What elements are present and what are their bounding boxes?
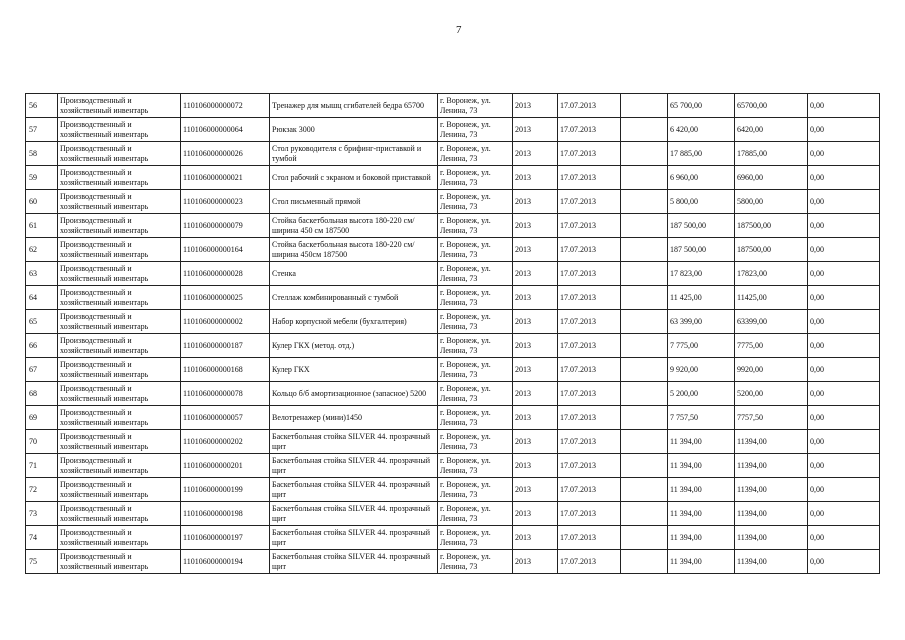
cell-inventory-number: 110106000000023 xyxy=(181,190,270,214)
cell-inventory-number: 110106000000078 xyxy=(181,382,270,406)
cell-date: 17.07.2013 xyxy=(558,94,621,118)
cell-date: 17.07.2013 xyxy=(558,382,621,406)
cell-item-name: Тренажер для мышц сгибателей бедра 65700 xyxy=(270,94,438,118)
cell-inventory-number: 110106000000197 xyxy=(181,526,270,550)
cell-value-1: 7 757,50 xyxy=(668,406,735,430)
cell-category: Производственный и хозяйственный инвентарь xyxy=(58,382,181,406)
table-row xyxy=(26,310,880,334)
table-row xyxy=(26,286,880,310)
cell-empty xyxy=(621,358,668,382)
cell-address: г. Воронеж, ул. Ленина, 73 xyxy=(438,550,513,574)
cell-category: Производственный и хозяйственный инвентарь xyxy=(58,286,181,310)
cell-value-3: 0,00 xyxy=(808,190,880,214)
table-row xyxy=(26,190,880,214)
table-row xyxy=(26,358,880,382)
cell-empty xyxy=(621,526,668,550)
cell-category: Производственный и хозяйственный инвентарь xyxy=(58,478,181,502)
cell-date: 17.07.2013 xyxy=(558,166,621,190)
cell-inventory-number: 110106000000057 xyxy=(181,406,270,430)
cell-date: 17.07.2013 xyxy=(558,478,621,502)
cell-inventory-number: 110106000000025 xyxy=(181,286,270,310)
cell-value-3: 0,00 xyxy=(808,310,880,334)
cell-value-3: 0,00 xyxy=(808,502,880,526)
cell-value-3: 0,00 xyxy=(808,214,880,238)
cell-row-number: 72 xyxy=(26,478,58,502)
cell-value-2: 17885,00 xyxy=(735,142,808,166)
cell-value-3: 0,00 xyxy=(808,166,880,190)
cell-empty xyxy=(621,262,668,286)
cell-value-1: 5 200,00 xyxy=(668,382,735,406)
table-row xyxy=(26,454,880,478)
cell-item-name: Стол письменный прямой xyxy=(270,190,438,214)
cell-value-1: 187 500,00 xyxy=(668,214,735,238)
cell-address: г. Воронеж, ул. Ленина, 73 xyxy=(438,406,513,430)
cell-date: 17.07.2013 xyxy=(558,286,621,310)
cell-value-3: 0,00 xyxy=(808,118,880,142)
cell-date: 17.07.2013 xyxy=(558,214,621,238)
cell-value-2: 7775,00 xyxy=(735,334,808,358)
cell-value-1: 11 394,00 xyxy=(668,454,735,478)
cell-row-number: 74 xyxy=(26,526,58,550)
cell-value-3: 0,00 xyxy=(808,358,880,382)
cell-year: 2013 xyxy=(513,382,558,406)
cell-empty xyxy=(621,142,668,166)
cell-value-1: 63 399,00 xyxy=(668,310,735,334)
cell-value-3: 0,00 xyxy=(808,526,880,550)
cell-date: 17.07.2013 xyxy=(558,334,621,358)
cell-category: Производственный и хозяйственный инвентарь xyxy=(58,238,181,262)
cell-date: 17.07.2013 xyxy=(558,358,621,382)
cell-value-3: 0,00 xyxy=(808,550,880,574)
table-row xyxy=(26,334,880,358)
cell-address: г. Воронеж, ул. Ленина, 73 xyxy=(438,214,513,238)
cell-value-3: 0,00 xyxy=(808,94,880,118)
cell-date: 17.07.2013 xyxy=(558,430,621,454)
table-row xyxy=(26,214,880,238)
cell-item-name: Стол руководителя с брифинг-приставкой и тумбой xyxy=(270,142,438,166)
cell-address: г. Воронеж, ул. Ленина, 73 xyxy=(438,238,513,262)
cell-year: 2013 xyxy=(513,334,558,358)
cell-value-3: 0,00 xyxy=(808,382,880,406)
cell-date: 17.07.2013 xyxy=(558,118,621,142)
cell-category: Производственный и хозяйственный инвентарь xyxy=(58,526,181,550)
cell-value-2: 6960,00 xyxy=(735,166,808,190)
cell-inventory-number: 110106000000079 xyxy=(181,214,270,238)
cell-category: Производственный и хозяйственный инвентарь xyxy=(58,262,181,286)
cell-inventory-number: 110106000000202 xyxy=(181,430,270,454)
cell-value-3: 0,00 xyxy=(808,334,880,358)
cell-date: 17.07.2013 xyxy=(558,502,621,526)
cell-inventory-number: 110106000000201 xyxy=(181,454,270,478)
cell-value-1: 65 700,00 xyxy=(668,94,735,118)
cell-empty xyxy=(621,430,668,454)
cell-year: 2013 xyxy=(513,286,558,310)
cell-category: Производственный и хозяйственный инвентарь xyxy=(58,406,181,430)
cell-value-2: 7757,50 xyxy=(735,406,808,430)
table-row xyxy=(26,118,880,142)
cell-empty xyxy=(621,382,668,406)
cell-item-name: Рюкзак 3000 xyxy=(270,118,438,142)
cell-address: г. Воронеж, ул. Ленина, 73 xyxy=(438,142,513,166)
cell-inventory-number: 110106000000194 xyxy=(181,550,270,574)
cell-inventory-number: 110106000000028 xyxy=(181,262,270,286)
cell-row-number: 70 xyxy=(26,430,58,454)
cell-item-name: Кулер ГКХ xyxy=(270,358,438,382)
cell-inventory-number: 110106000000021 xyxy=(181,166,270,190)
cell-category: Производственный и хозяйственный инвентарь xyxy=(58,430,181,454)
cell-address: г. Воронеж, ул. Ленина, 73 xyxy=(438,430,513,454)
cell-item-name: Стойка баскетбольная высота 180-220 см/ширина 450см 187500 xyxy=(270,238,438,262)
cell-year: 2013 xyxy=(513,142,558,166)
table-row xyxy=(26,550,880,574)
cell-date: 17.07.2013 xyxy=(558,238,621,262)
cell-category: Производственный и хозяйственный инвентарь xyxy=(58,190,181,214)
table-row xyxy=(26,166,880,190)
cell-value-2: 187500,00 xyxy=(735,214,808,238)
cell-year: 2013 xyxy=(513,478,558,502)
cell-value-2: 65700,00 xyxy=(735,94,808,118)
table-row xyxy=(26,406,880,430)
cell-row-number: 57 xyxy=(26,118,58,142)
cell-row-number: 60 xyxy=(26,190,58,214)
cell-value-1: 17 885,00 xyxy=(668,142,735,166)
cell-value-1: 11 394,00 xyxy=(668,550,735,574)
cell-row-number: 61 xyxy=(26,214,58,238)
cell-year: 2013 xyxy=(513,310,558,334)
cell-value-1: 11 394,00 xyxy=(668,430,735,454)
cell-category: Производственный и хозяйственный инвентарь xyxy=(58,118,181,142)
table-row xyxy=(26,238,880,262)
cell-value-2: 11394,00 xyxy=(735,550,808,574)
cell-inventory-number: 110106000000002 xyxy=(181,310,270,334)
cell-empty xyxy=(621,478,668,502)
cell-empty xyxy=(621,454,668,478)
cell-row-number: 68 xyxy=(26,382,58,406)
cell-address: г. Воронеж, ул. Ленина, 73 xyxy=(438,526,513,550)
cell-year: 2013 xyxy=(513,430,558,454)
cell-row-number: 64 xyxy=(26,286,58,310)
cell-value-3: 0,00 xyxy=(808,262,880,286)
cell-row-number: 59 xyxy=(26,166,58,190)
cell-item-name: Баскетбольная стойка SILVER 44. прозрачный щит xyxy=(270,430,438,454)
cell-empty xyxy=(621,214,668,238)
cell-year: 2013 xyxy=(513,238,558,262)
cell-empty xyxy=(621,286,668,310)
cell-value-2: 17823,00 xyxy=(735,262,808,286)
cell-category: Производственный и хозяйственный инвентарь xyxy=(58,358,181,382)
cell-address: г. Воронеж, ул. Ленина, 73 xyxy=(438,94,513,118)
cell-empty xyxy=(621,310,668,334)
cell-row-number: 75 xyxy=(26,550,58,574)
cell-category: Производственный и хозяйственный инвентарь xyxy=(58,214,181,238)
cell-date: 17.07.2013 xyxy=(558,262,621,286)
cell-year: 2013 xyxy=(513,358,558,382)
cell-address: г. Воронеж, ул. Ленина, 73 xyxy=(438,286,513,310)
cell-value-1: 17 823,00 xyxy=(668,262,735,286)
table-row xyxy=(26,94,880,118)
cell-year: 2013 xyxy=(513,94,558,118)
cell-item-name: Набор корпусной мебели (бухгалтерия) xyxy=(270,310,438,334)
cell-empty xyxy=(621,334,668,358)
cell-value-2: 9920,00 xyxy=(735,358,808,382)
cell-category: Производственный и хозяйственный инвентарь xyxy=(58,94,181,118)
cell-value-1: 7 775,00 xyxy=(668,334,735,358)
cell-year: 2013 xyxy=(513,454,558,478)
cell-row-number: 67 xyxy=(26,358,58,382)
cell-value-1: 5 800,00 xyxy=(668,190,735,214)
cell-date: 17.07.2013 xyxy=(558,310,621,334)
cell-value-2: 5800,00 xyxy=(735,190,808,214)
cell-year: 2013 xyxy=(513,406,558,430)
cell-date: 17.07.2013 xyxy=(558,142,621,166)
cell-value-2: 187500,00 xyxy=(735,238,808,262)
cell-address: г. Воронеж, ул. Ленина, 73 xyxy=(438,358,513,382)
cell-category: Производственный и хозяйственный инвентарь xyxy=(58,454,181,478)
property-registry-table xyxy=(25,93,880,574)
cell-row-number: 65 xyxy=(26,310,58,334)
cell-item-name: Баскетбольная стойка SILVER 44. прозрачный щит xyxy=(270,478,438,502)
cell-value-3: 0,00 xyxy=(808,142,880,166)
cell-category: Производственный и хозяйственный инвентарь xyxy=(58,502,181,526)
cell-date: 17.07.2013 xyxy=(558,550,621,574)
cell-value-2: 11394,00 xyxy=(735,502,808,526)
cell-item-name: Баскетбольная стойка SILVER 44. прозрачный щит xyxy=(270,454,438,478)
cell-empty xyxy=(621,550,668,574)
cell-value-1: 6 960,00 xyxy=(668,166,735,190)
cell-empty xyxy=(621,166,668,190)
cell-value-3: 0,00 xyxy=(808,238,880,262)
cell-value-3: 0,00 xyxy=(808,430,880,454)
cell-value-2: 11394,00 xyxy=(735,430,808,454)
table-row xyxy=(26,430,880,454)
cell-row-number: 69 xyxy=(26,406,58,430)
cell-value-3: 0,00 xyxy=(808,286,880,310)
cell-value-1: 9 920,00 xyxy=(668,358,735,382)
cell-item-name: Стойка баскетбольная высота 180-220 см/ширина 450 см 187500 xyxy=(270,214,438,238)
cell-item-name: Велотренажер (мини)1450 xyxy=(270,406,438,430)
cell-inventory-number: 110106000000072 xyxy=(181,94,270,118)
cell-inventory-number: 110106000000026 xyxy=(181,142,270,166)
cell-value-3: 0,00 xyxy=(808,478,880,502)
cell-address: г. Воронеж, ул. Ленина, 73 xyxy=(438,334,513,358)
cell-year: 2013 xyxy=(513,118,558,142)
cell-row-number: 62 xyxy=(26,238,58,262)
cell-row-number: 58 xyxy=(26,142,58,166)
cell-inventory-number: 110106000000198 xyxy=(181,502,270,526)
cell-row-number: 71 xyxy=(26,454,58,478)
cell-address: г. Воронеж, ул. Ленина, 73 xyxy=(438,454,513,478)
cell-value-1: 6 420,00 xyxy=(668,118,735,142)
table-row xyxy=(26,142,880,166)
cell-value-2: 63399,00 xyxy=(735,310,808,334)
cell-year: 2013 xyxy=(513,190,558,214)
cell-inventory-number: 110106000000164 xyxy=(181,238,270,262)
cell-year: 2013 xyxy=(513,166,558,190)
table-row xyxy=(26,262,880,286)
cell-address: г. Воронеж, ул. Ленина, 73 xyxy=(438,166,513,190)
cell-date: 17.07.2013 xyxy=(558,406,621,430)
cell-address: г. Воронеж, ул. Ленина, 73 xyxy=(438,382,513,406)
cell-year: 2013 xyxy=(513,526,558,550)
cell-date: 17.07.2013 xyxy=(558,454,621,478)
cell-value-1: 11 425,00 xyxy=(668,286,735,310)
cell-empty xyxy=(621,502,668,526)
cell-inventory-number: 110106000000064 xyxy=(181,118,270,142)
cell-year: 2013 xyxy=(513,262,558,286)
cell-empty xyxy=(621,190,668,214)
cell-row-number: 63 xyxy=(26,262,58,286)
cell-category: Производственный и хозяйственный инвентарь xyxy=(58,334,181,358)
cell-value-2: 6420,00 xyxy=(735,118,808,142)
cell-empty xyxy=(621,118,668,142)
cell-empty xyxy=(621,406,668,430)
cell-value-1: 11 394,00 xyxy=(668,478,735,502)
cell-year: 2013 xyxy=(513,550,558,574)
cell-value-2: 11394,00 xyxy=(735,478,808,502)
cell-item-name: Кольцо б/б амортизационное (запасное) 5200 xyxy=(270,382,438,406)
cell-category: Производственный и хозяйственный инвентарь xyxy=(58,310,181,334)
table-row xyxy=(26,526,880,550)
cell-empty xyxy=(621,238,668,262)
cell-item-name: Стол рабочий с экраном и боковой приставкой xyxy=(270,166,438,190)
cell-date: 17.07.2013 xyxy=(558,526,621,550)
cell-date: 17.07.2013 xyxy=(558,190,621,214)
cell-address: г. Воронеж, ул. Ленина, 73 xyxy=(438,262,513,286)
table-row xyxy=(26,502,880,526)
cell-value-1: 187 500,00 xyxy=(668,238,735,262)
cell-value-1: 11 394,00 xyxy=(668,526,735,550)
table-row xyxy=(26,382,880,406)
cell-value-3: 0,00 xyxy=(808,406,880,430)
table-body xyxy=(26,94,880,574)
cell-item-name: Кулер ГКХ (метод. отд.) xyxy=(270,334,438,358)
cell-item-name: Стенка xyxy=(270,262,438,286)
table-row xyxy=(26,478,880,502)
cell-row-number: 56 xyxy=(26,94,58,118)
cell-inventory-number: 110106000000187 xyxy=(181,334,270,358)
cell-value-2: 5200,00 xyxy=(735,382,808,406)
cell-category: Производственный и хозяйственный инвентарь xyxy=(58,142,181,166)
cell-item-name: Баскетбольная стойка SILVER 44. прозрачный щит xyxy=(270,550,438,574)
cell-row-number: 66 xyxy=(26,334,58,358)
cell-value-2: 11394,00 xyxy=(735,454,808,478)
cell-item-name: Стеллаж комбинированный с тумбой xyxy=(270,286,438,310)
cell-year: 2013 xyxy=(513,502,558,526)
cell-item-name: Баскетбольная стойка SILVER 44. прозрачный щит xyxy=(270,526,438,550)
cell-value-3: 0,00 xyxy=(808,454,880,478)
cell-empty xyxy=(621,94,668,118)
cell-category: Производственный и хозяйственный инвентарь xyxy=(58,550,181,574)
cell-inventory-number: 110106000000168 xyxy=(181,358,270,382)
cell-value-1: 11 394,00 xyxy=(668,502,735,526)
cell-address: г. Воронеж, ул. Ленина, 73 xyxy=(438,190,513,214)
cell-address: г. Воронеж, ул. Ленина, 73 xyxy=(438,118,513,142)
cell-value-2: 11394,00 xyxy=(735,526,808,550)
cell-address: г. Воронеж, ул. Ленина, 73 xyxy=(438,478,513,502)
cell-address: г. Воронеж, ул. Ленина, 73 xyxy=(438,502,513,526)
cell-value-2: 11425,00 xyxy=(735,286,808,310)
cell-year: 2013 xyxy=(513,214,558,238)
cell-row-number: 73 xyxy=(26,502,58,526)
page-number: 7 xyxy=(456,24,462,36)
cell-inventory-number: 110106000000199 xyxy=(181,478,270,502)
cell-address: г. Воронеж, ул. Ленина, 73 xyxy=(438,310,513,334)
cell-category: Производственный и хозяйственный инвентарь xyxy=(58,166,181,190)
cell-item-name: Баскетбольная стойка SILVER 44. прозрачный щит xyxy=(270,502,438,526)
